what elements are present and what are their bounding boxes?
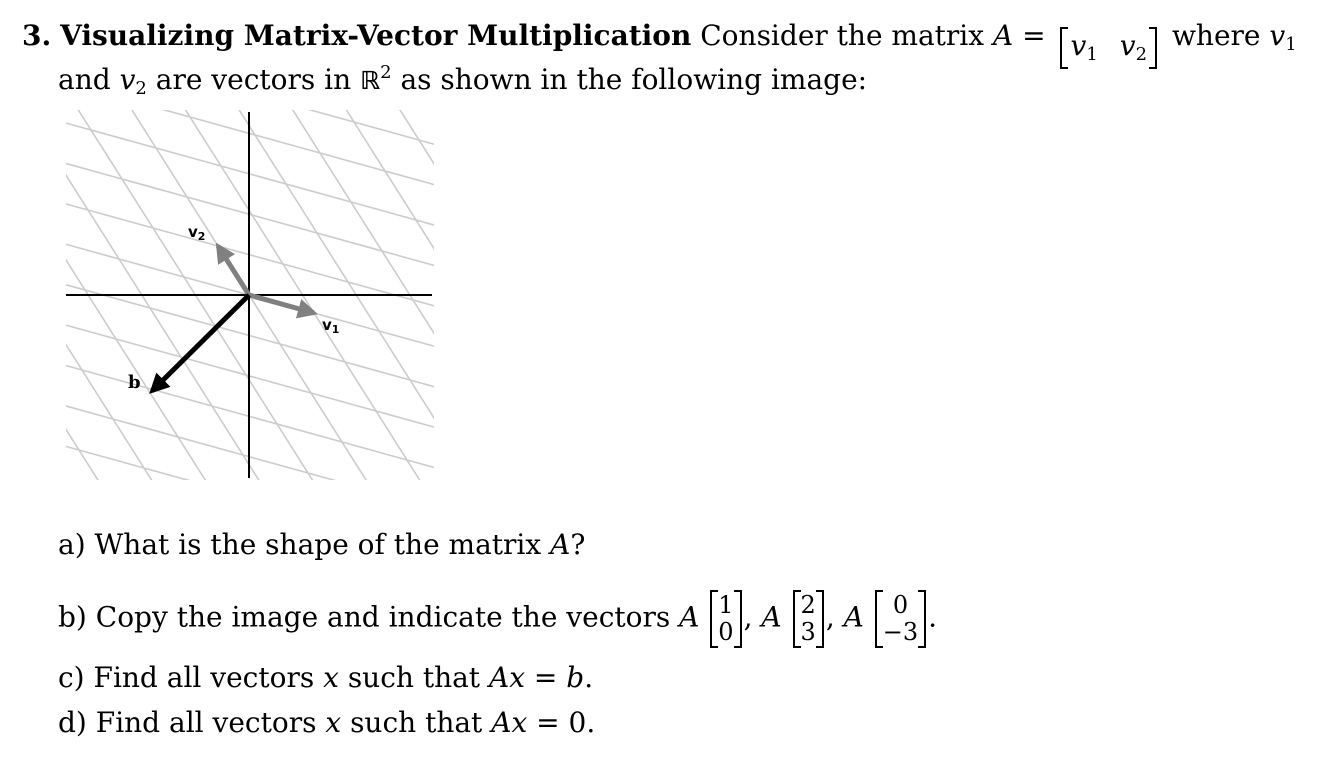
part-a: a) What is the shape of the matrix A? bbox=[58, 528, 586, 561]
part-d-label: d) bbox=[58, 706, 87, 739]
part-a-label: a) bbox=[58, 528, 86, 561]
where-text: where bbox=[1171, 19, 1261, 52]
part-b-text: Copy the image and indicate the vectors bbox=[95, 600, 671, 634]
problem-header: 3. Visualizing Matrix-Vector Multiplication Consider the matrix $A = v_1$ $v_2$ where $v_1$ bbox=[22, 19, 1297, 65]
as-shown-text: as shown in the following image: bbox=[400, 63, 868, 96]
part-a-text: What is the shape of the matrix bbox=[94, 528, 542, 561]
v2-label: $v_2$ bbox=[188, 223, 206, 243]
are-vectors-text: are vectors in bbox=[155, 63, 352, 96]
part-b-label: b) bbox=[58, 600, 87, 634]
column-vector-1: 1 0 bbox=[710, 592, 741, 646]
part-d-text: Find all vectors bbox=[95, 706, 317, 739]
part-c-label: c) bbox=[58, 661, 85, 694]
part-d: d) Find all vectors x such that Ax = 0. bbox=[58, 706, 596, 739]
matrix-symbol: A bbox=[992, 19, 1014, 52]
v1-label: $v_1$ bbox=[322, 316, 340, 336]
part-c-text: Find all vectors bbox=[93, 661, 315, 694]
problem-title-text: Visualizing Matrix-Vector Multiplication bbox=[60, 19, 692, 52]
vector-figure bbox=[66, 110, 434, 484]
and-text: and bbox=[58, 63, 111, 96]
column-vector-2: 2 3 bbox=[793, 592, 824, 646]
consider-text: Consider the matrix bbox=[700, 19, 985, 52]
matrix-columns: $v_1$ $v_2$ bbox=[1060, 27, 1157, 65]
v1-symbol: v bbox=[1269, 19, 1286, 52]
problem-statement-line-2: and $v_2$ are vectors in ℝ$^2$ as shown in the following image: bbox=[58, 62, 868, 99]
real-numbers-symbol: ℝ bbox=[360, 66, 381, 95]
column-vector-3: 0 −3 bbox=[875, 592, 926, 646]
equals-sign: = bbox=[1022, 19, 1046, 52]
problem-number-text: 3. bbox=[22, 19, 52, 52]
part-c: c) Find all vectors x such that Ax = b. bbox=[58, 661, 594, 694]
b-arrow bbox=[152, 295, 249, 391]
grid-diagram bbox=[66, 110, 434, 480]
b-label: b bbox=[128, 372, 141, 393]
v2-symbol: v bbox=[119, 63, 136, 96]
part-b: b) Copy the image and indicate the vectors A 1 0 , A 2 3 , A 0 −3 . bbox=[58, 591, 938, 646]
